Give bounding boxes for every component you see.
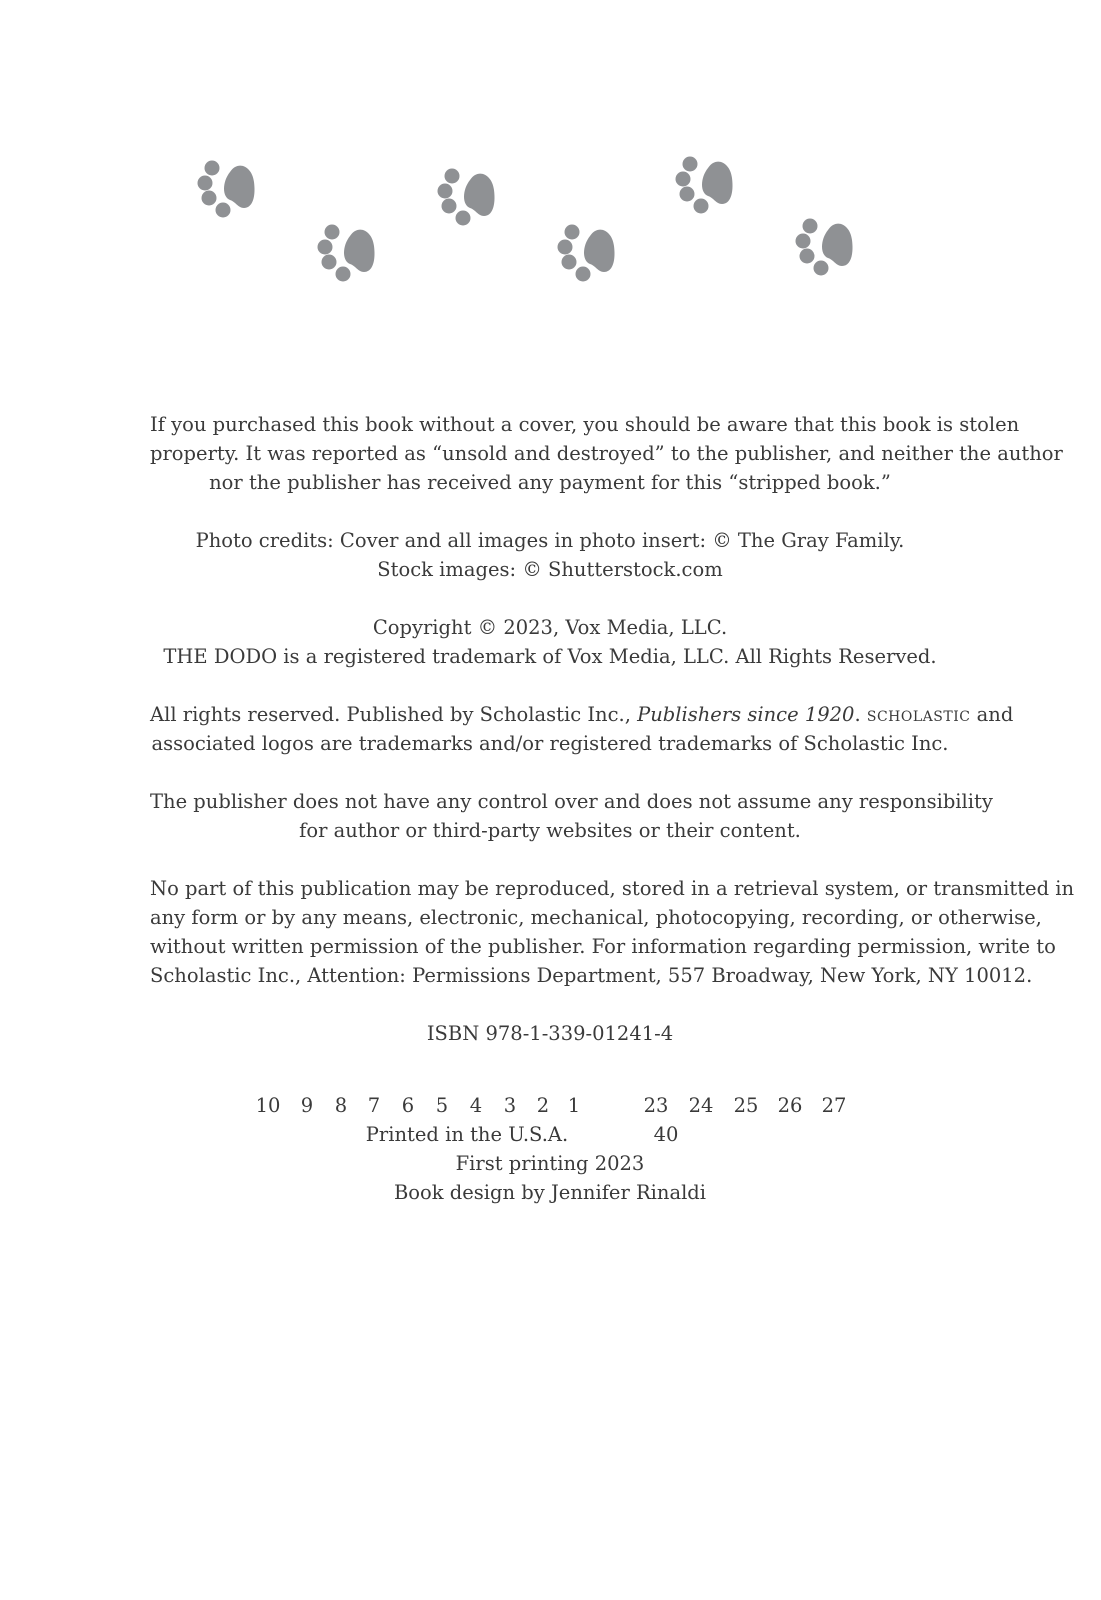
printer-key-number: 9 bbox=[300, 1094, 314, 1117]
paw-prints-decoration bbox=[0, 0, 1101, 340]
notice-line: property. It was reported as “unsold and destroyed” to the publisher, and neither the author bbox=[150, 442, 1063, 465]
printer-key-year: 27 bbox=[821, 1094, 847, 1117]
printer-key-year: 24 bbox=[688, 1094, 714, 1117]
responsibility-notice bbox=[150, 787, 993, 845]
printer-key-number: 5 bbox=[435, 1094, 449, 1117]
publisher-line: associated logos are trademarks and/or registered trademarks of Scholastic Inc. bbox=[151, 732, 949, 755]
publisher-tagline: Publishers since 1920 bbox=[637, 703, 855, 726]
printer-code: 40 bbox=[653, 1123, 679, 1146]
isbn bbox=[150, 1019, 950, 1048]
stripped-book-notice bbox=[150, 410, 1063, 497]
trademark-line: THE DODO is a registered trademark of Vox Media, LLC. All Rights Reserved. bbox=[163, 645, 937, 668]
copyright-line: Copyright © 2023, Vox Media, LLC. bbox=[372, 616, 728, 639]
publisher-line bbox=[150, 700, 1014, 729]
rights-line: without written permission of the publisher. For information regarding permission, write to bbox=[150, 935, 1056, 958]
printer-key-number: 7 bbox=[367, 1094, 381, 1117]
printer-key-number: 10 bbox=[255, 1094, 281, 1117]
copyright-page-text bbox=[150, 410, 1075, 1077]
paw-print-icon bbox=[432, 160, 512, 240]
responsibility-line: for author or third-party websites or their content. bbox=[299, 819, 801, 842]
book-design-line: Book design by Jennifer Rinaldi bbox=[393, 1181, 707, 1204]
printer-key-line bbox=[150, 1091, 950, 1120]
printer-key-number: 4 bbox=[469, 1094, 483, 1117]
printer-key-year: 26 bbox=[777, 1094, 803, 1117]
printer-key-number: 6 bbox=[401, 1094, 415, 1117]
rights-line: No part of this publication may be reproduced, stored in a retrieval system, or transmitted in bbox=[150, 877, 1075, 900]
publisher-prefix: All rights reserved. Published by Scholastic Inc., bbox=[150, 703, 638, 726]
paw-print-icon bbox=[312, 216, 392, 296]
publisher-notice bbox=[150, 700, 1014, 758]
isbn-line: ISBN 978-1-339-01241-4 bbox=[426, 1022, 674, 1045]
paw-print-icon bbox=[192, 152, 272, 232]
rights-line: any form or by any means, electronic, mechanical, photocopying, recording, or otherwise, bbox=[150, 906, 1042, 929]
photo-credits bbox=[150, 526, 950, 584]
rights-line: Scholastic Inc., Attention: Permissions Department, 557 Broadway, New York, NY 10012. bbox=[150, 964, 1033, 987]
responsibility-line: The publisher does not have any control over and does not assume any responsibility bbox=[150, 790, 993, 813]
publisher-dot: . bbox=[854, 703, 867, 726]
printer-key-number: 3 bbox=[503, 1094, 517, 1117]
first-printing-line: First printing 2023 bbox=[455, 1152, 645, 1175]
printer-key-year: 23 bbox=[643, 1094, 669, 1117]
paw-print-icon bbox=[790, 210, 870, 290]
copyright-notice bbox=[150, 613, 950, 671]
paw-print-icon bbox=[552, 216, 632, 296]
printer-key-year: 25 bbox=[733, 1094, 759, 1117]
photo-credits-line: Photo credits: Cover and all images in photo insert: © The Gray Family. bbox=[195, 529, 905, 552]
printer-key-number: 2 bbox=[536, 1094, 550, 1117]
scholastic-brand: scholastic bbox=[866, 703, 971, 726]
notice-line: nor the publisher has received any payment for this “stripped book.” bbox=[209, 471, 891, 494]
paw-print-icon bbox=[670, 148, 750, 228]
printing-info bbox=[150, 1091, 950, 1211]
printer-key-number: 8 bbox=[334, 1094, 348, 1117]
photo-credits-line: Stock images: © Shutterstock.com bbox=[377, 558, 723, 581]
rights-notice bbox=[150, 874, 1075, 990]
publisher-suffix: and bbox=[970, 703, 1014, 726]
printed-in-line: Printed in the U.S.A. bbox=[365, 1123, 569, 1146]
notice-line: If you purchased this book without a cover, you should be aware that this book is stolen bbox=[150, 413, 1020, 436]
printer-key-number: 1 bbox=[567, 1094, 581, 1117]
